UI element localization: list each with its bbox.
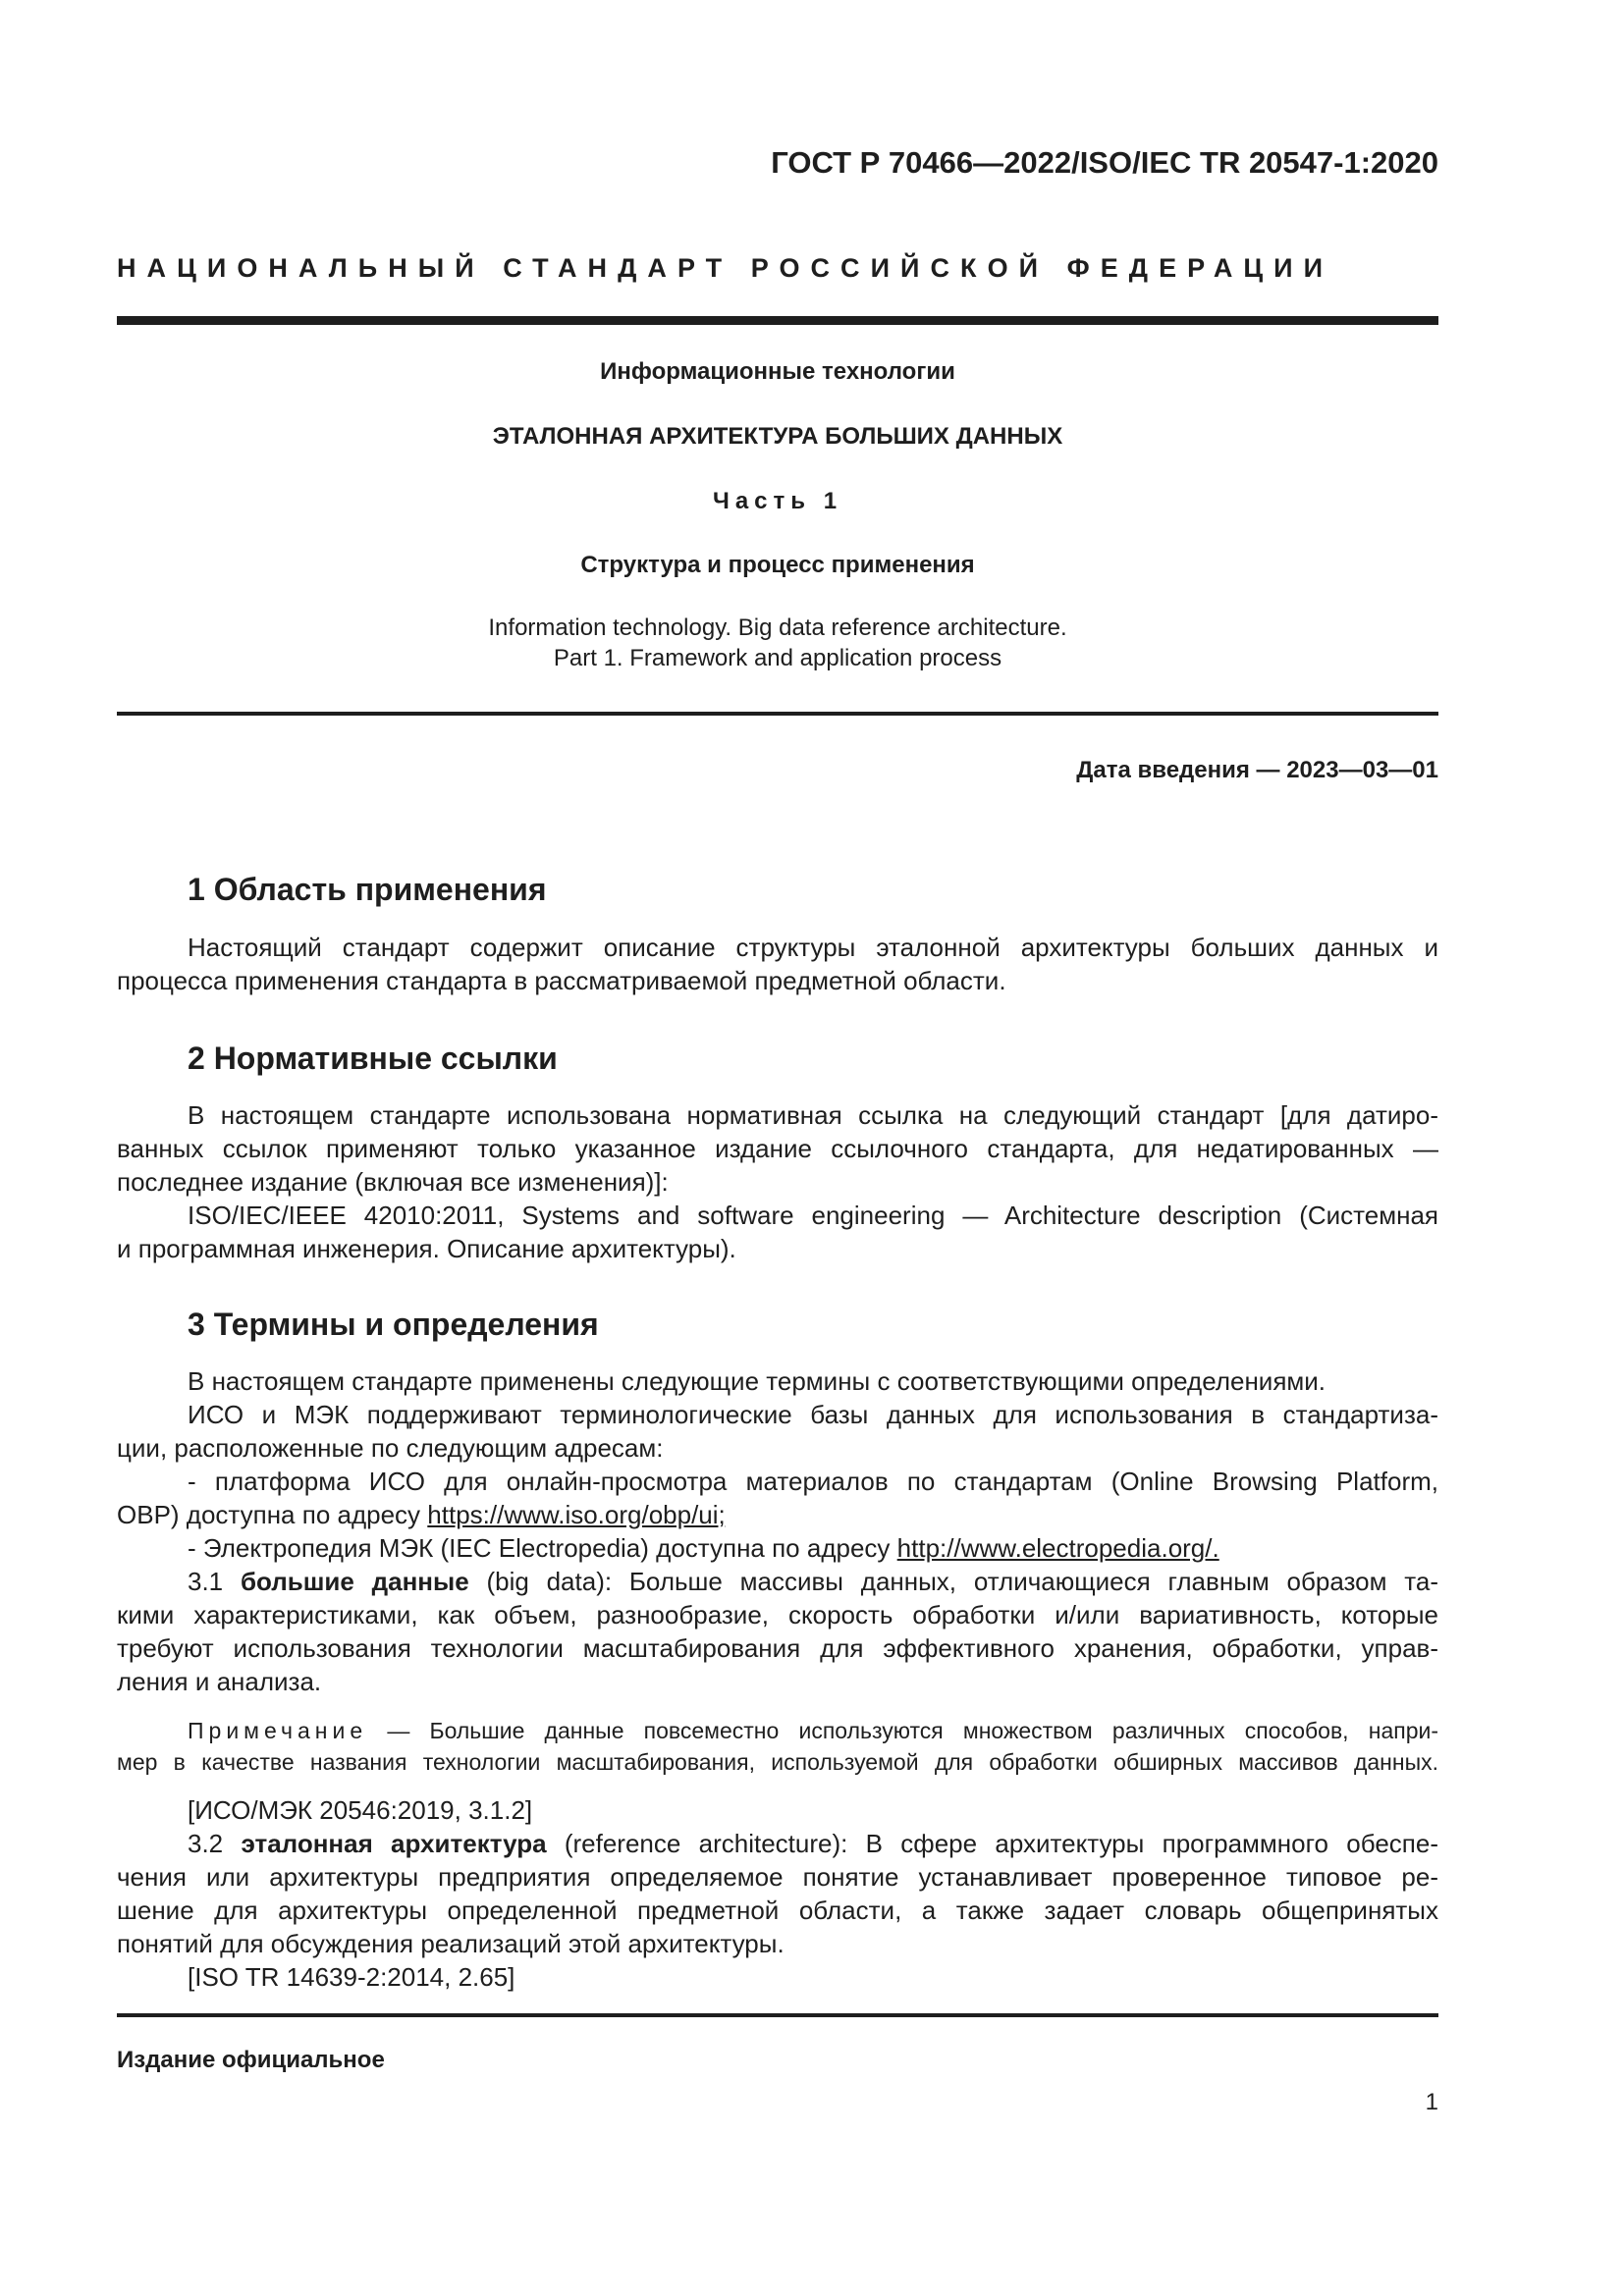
title-en-line1: Information technology. Big data reference architecture. <box>488 614 1067 641</box>
obp-prefix: OBP) доступна по адресу <box>117 1500 428 1529</box>
term-3-1-line: ления и анализа. <box>117 1667 322 1696</box>
section-3-heading: 3 Термины и определения <box>188 1307 599 1342</box>
title-field: Информационные технологии <box>600 358 955 385</box>
section-3-line: - платформа ИСО для онлайн-просмотра материалов по стандартам (Online Browsing Platform, <box>188 1467 1438 1496</box>
obp-link[interactable]: https://www.iso.org/obp/ui; <box>427 1500 726 1529</box>
term-3-2-line: понятий для обсуждения реализаций этой архитектуры. <box>117 1929 785 1958</box>
title-rule <box>117 712 1438 716</box>
term-3-1-line: кими характеристиками, как объем, разнообразие, скорость обработки и/или вариативность, которые <box>117 1600 1438 1629</box>
term-definition: (big data): Больше массивы данных, отличающиеся главным образом та- <box>468 1567 1438 1596</box>
term-3-2 <box>188 1829 1438 1859</box>
section-2-line: последнее издание (включая все изменения)]: <box>117 1167 669 1197</box>
title-part: Часть 1 <box>712 488 843 514</box>
iec-line <box>188 1533 1438 1564</box>
note-label: Примечание <box>188 1718 368 1743</box>
edition-label: Издание официальное <box>117 2047 385 2073</box>
iec-prefix: - Электропедия МЭК (IEC Electropedia) доступна по адресу <box>188 1533 897 1563</box>
section-1-line: процесса применения стандарта в рассматриваемой предметной области. <box>117 966 1006 995</box>
note-text: — Большие данные повсеместно используются множеством различных способов, напри- <box>367 1718 1438 1743</box>
document-page <box>117 0 1438 2296</box>
section-3-line: ИСО и МЭК поддерживают терминологические базы данных для использования в стандартиза- <box>188 1400 1438 1429</box>
introduction-date: Дата введения — 2023—03—01 <box>1076 757 1438 783</box>
section-2-line: В настоящем стандарте использована нормативная ссылка на следующий стандарт [для датиро- <box>188 1100 1438 1130</box>
note-line: мер в качестве названия технологии масштабирования, используемой для обработки обширных массивов данных. <box>117 1749 1438 1775</box>
section-3-line: В настоящем стандарте применены следующие термины с соответствующими определениями. <box>188 1366 1326 1396</box>
note <box>188 1716 1438 1746</box>
obp-line <box>117 1500 1438 1530</box>
term-3-2-line: шение для архитектуры определенной предметной области, а также задает словарь общепринятых <box>117 1896 1438 1925</box>
section-3-line: ции, расположенные по следующим адресам: <box>117 1433 664 1463</box>
page-number: 1 <box>1425 2089 1438 2115</box>
term-number: 3.2 <box>188 1829 242 1858</box>
term-3-1-line: требуют использования технологии масштабирования для эффективного хранения, обработки, управ- <box>117 1633 1438 1663</box>
term-definition: (reference architecture): В сфере архитектуры программного обеспе- <box>546 1829 1438 1858</box>
section-2-heading: 2 Нормативные ссылки <box>188 1041 558 1076</box>
term-name: большие данные <box>240 1567 469 1596</box>
term-name: эталонная архитектура <box>241 1829 547 1858</box>
title-main: ЭТАЛОННАЯ АРХИТЕКТУРА БОЛЬШИХ ДАННЫХ <box>492 423 1063 450</box>
section-1-heading: 1 Область применения <box>188 872 547 907</box>
title-sub: Структура и процесс применения <box>580 552 975 578</box>
term-3-1 <box>188 1567 1438 1597</box>
section-1-line: Настоящий стандарт содержит описание структуры эталонной архитектуры больших данных и <box>188 933 1438 962</box>
national-standard-banner: НАЦИОНАЛЬНЫЙ СТАНДАРТ РОССИЙСКОЙ ФЕДЕРАЦИИ <box>117 253 1334 283</box>
standard-code: ГОСТ Р 70466—2022/ISO/IEC TR 20547-1:2020 <box>771 145 1438 180</box>
term-3-1-source: [ИСО/МЭК 20546:2019, 3.1.2] <box>188 1795 533 1825</box>
term-number: 3.1 <box>188 1567 241 1596</box>
term-3-2-source: [ISO TR 14639-2:2014, 2.65] <box>188 1962 515 1992</box>
top-rule <box>117 316 1438 325</box>
term-3-2-line: чения или архитектуры предприятия определяемое понятие устанавливает проверенное типовое ре- <box>117 1862 1438 1892</box>
iec-link[interactable]: http://www.electropedia.org/. <box>896 1533 1219 1563</box>
section-2-line: и программная инженерия. Описание архитектуры). <box>117 1234 736 1263</box>
title-en-line2: Part 1. Framework and application process <box>553 645 1002 671</box>
normative-reference: ISO/IEC/IEEE 42010:2011, Systems and software engineering — Architecture description (Системная <box>188 1201 1438 1230</box>
footer-rule <box>117 2013 1438 2017</box>
section-2-line: ванных ссылок применяют только указанное издание ссылочного стандарта, для недатированных — <box>117 1134 1438 1163</box>
